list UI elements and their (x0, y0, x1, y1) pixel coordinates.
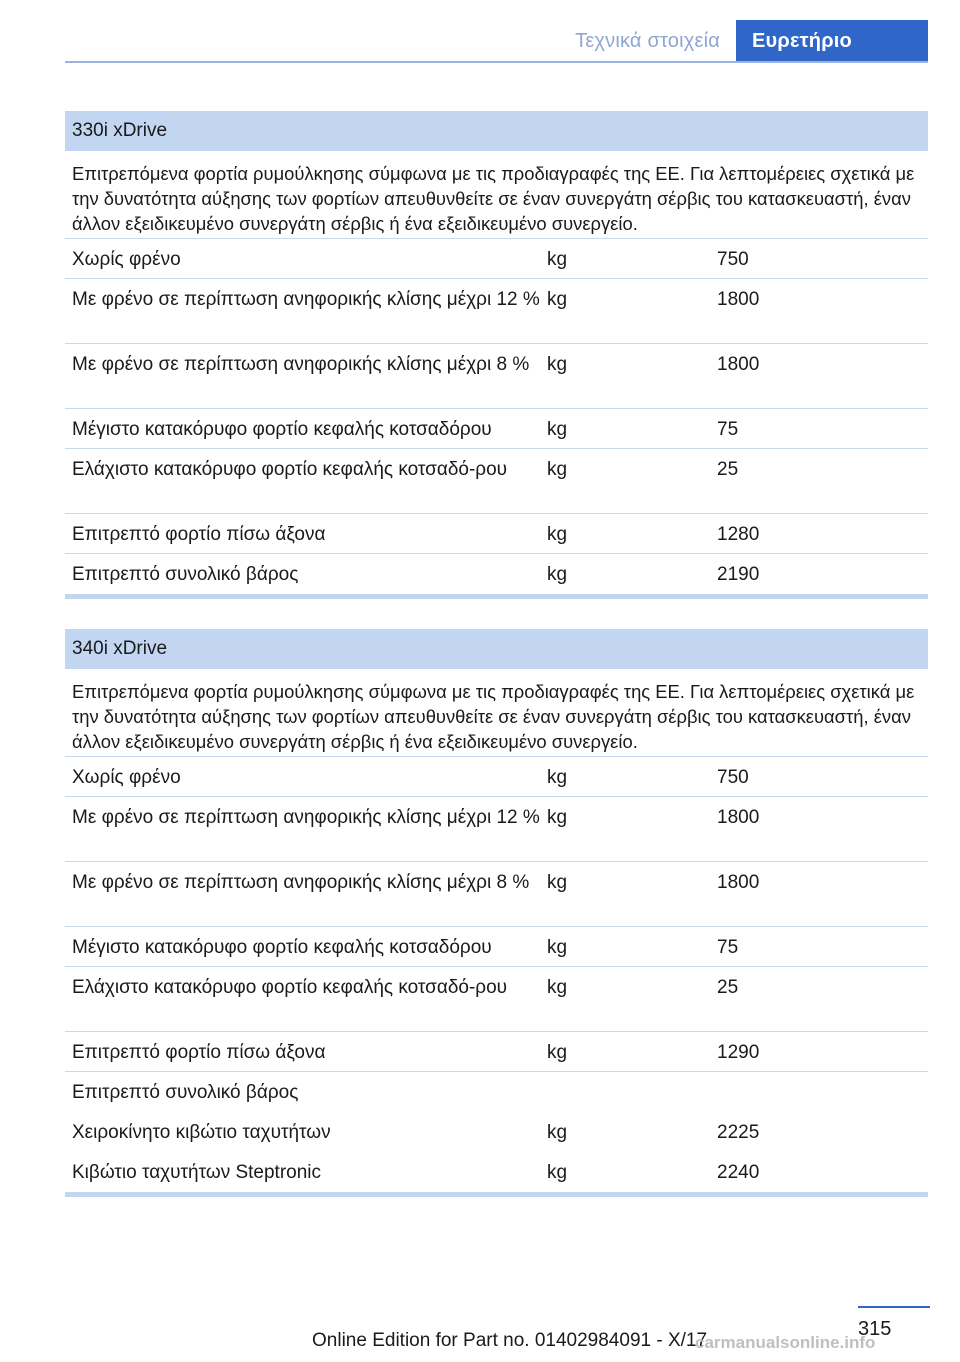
row-value: 750 (717, 767, 749, 788)
row-label: Επιτρεπτό φορτίο πίσω άξονα (72, 1042, 326, 1063)
row-label: Με φρένο σε περίπτωση ανηφορικής κλίσης μέχρι 8 % (72, 872, 530, 893)
row-unit: kg (547, 1122, 568, 1143)
table-row (65, 514, 928, 554)
table-row (65, 449, 928, 514)
row-value: 750 (717, 249, 749, 270)
row-unit: kg (547, 354, 568, 375)
row-value: 1280 (717, 524, 760, 545)
row-value: 25 (717, 977, 739, 998)
row-unit: kg (547, 977, 568, 998)
row-unit (547, 1080, 717, 1112)
row-value: 25 (717, 459, 739, 480)
row-label: Με φρένο σε περίπτωση ανηφορικής κλίσης μέχρι 12 % (72, 289, 540, 310)
row-unit: kg (547, 564, 568, 585)
table-description: Επιτρεπόμενα φορτία ρυμούλκησης σύμφωνα με τις προδιαγραφές της ΕΕ. Για λεπτομέρειες σχετικά με την δυνατότητα αύξησης των φορτίων απευθυνθείτε σε έναν συνεργάτη σέρβις του κατασκευαστή, έναν άλλον εξειδικευμένο συνεργάτη σέρβις ή ένα εξειδικευμένο συνεργείο. (65, 669, 928, 757)
row-value: 1290 (717, 1042, 760, 1063)
table-row (65, 279, 928, 344)
table-title: 340i xDrive (65, 629, 928, 669)
table-row (65, 409, 928, 449)
row-label: Επιτρεπτό συνολικό βάρος (72, 1082, 299, 1103)
row-value: 2225 (717, 1122, 760, 1143)
header-divider (65, 61, 928, 63)
table-row (65, 1032, 928, 1072)
spec-table-330i (65, 111, 928, 599)
row-unit: kg (547, 1042, 568, 1063)
header-tabs (559, 20, 928, 62)
row-unit: kg (547, 249, 568, 270)
footer-rule (858, 1306, 930, 1308)
row-value: 1800 (717, 289, 760, 310)
row-label: Επιτρεπτό φορτίο πίσω άξονα (72, 524, 326, 545)
row-label: Επιτρεπτό συνολικό βάρος (72, 564, 299, 585)
page-number: 315 (858, 1318, 892, 1340)
tab-index[interactable]: Ευρετήριο (736, 20, 928, 62)
row-unit: kg (547, 1162, 568, 1183)
row-label: Κιβώτιο ταχυτήτων Steptronic (72, 1162, 322, 1183)
row-unit: kg (547, 524, 568, 545)
row-label: Ελάχιστο κατακόρυφο φορτίο κεφαλής κοτσαδό-ρου (72, 977, 508, 998)
row-label: Με φρένο σε περίπτωση ανηφορικής κλίσης μέχρι 8 % (72, 354, 530, 375)
row-label: Χωρίς φρένο (72, 767, 181, 788)
row-unit: kg (547, 937, 568, 958)
row-value: 1800 (717, 354, 760, 375)
row-label: Μέγιστο κατακόρυφο φορτίο κεφαλής κοτσαδόρου (72, 419, 492, 440)
row-unit: kg (547, 289, 568, 310)
watermark: carmanualsonline.info (695, 1333, 876, 1352)
row-value: 2190 (717, 564, 760, 585)
row-value: 75 (717, 419, 739, 440)
table-row (65, 862, 928, 927)
footer-edition: Online Edition for Part no. 01402984091 - X/17 (312, 1330, 708, 1351)
row-label: Με φρένο σε περίπτωση ανηφορικής κλίσης μέχρι 12 % (72, 807, 540, 828)
table-row (65, 1112, 928, 1152)
row-unit: kg (547, 419, 568, 440)
row-value: 75 (717, 937, 739, 958)
row-unit: kg (547, 872, 568, 893)
table-row (65, 554, 928, 594)
table-bottom-rule (65, 594, 928, 599)
table-row (65, 1152, 928, 1192)
row-unit: kg (547, 767, 568, 788)
row-unit: kg (547, 807, 568, 828)
tab-technical-data[interactable]: Τεχνικά στοιχεία (559, 20, 736, 62)
table-bottom-rule (65, 1192, 928, 1197)
table-row (65, 797, 928, 862)
row-label: Χειροκίνητο κιβώτιο ταχυτήτων (72, 1122, 331, 1143)
table-description: Επιτρεπόμενα φορτία ρυμούλκησης σύμφωνα με τις προδιαγραφές της ΕΕ. Για λεπτομέρειες σχετικά με την δυνατότητα αύξησης των φορτίων απευθυνθείτε σε έναν συνεργάτη σέρβις του κατασκευαστή, έναν άλλον εξειδικευμένο συνεργάτη σέρβις ή ένα εξειδικευμένο συνεργείο. (65, 151, 928, 239)
row-label: Χωρίς φρένο (72, 249, 181, 270)
table-row (65, 344, 928, 409)
row-value (717, 1080, 928, 1112)
row-value: 1800 (717, 807, 760, 828)
spec-table-340i (65, 629, 928, 1197)
table-row (65, 927, 928, 967)
table-row (65, 757, 928, 797)
row-value: 1800 (717, 872, 760, 893)
table-row (65, 967, 928, 1032)
table-row (65, 239, 928, 279)
table-title: 330i xDrive (65, 111, 928, 151)
row-unit: kg (547, 459, 568, 480)
row-label: Ελάχιστο κατακόρυφο φορτίο κεφαλής κοτσαδό-ρου (72, 459, 508, 480)
row-value: 2240 (717, 1162, 760, 1183)
table-row (65, 1072, 928, 1112)
row-label: Μέγιστο κατακόρυφο φορτίο κεφαλής κοτσαδόρου (72, 937, 492, 958)
